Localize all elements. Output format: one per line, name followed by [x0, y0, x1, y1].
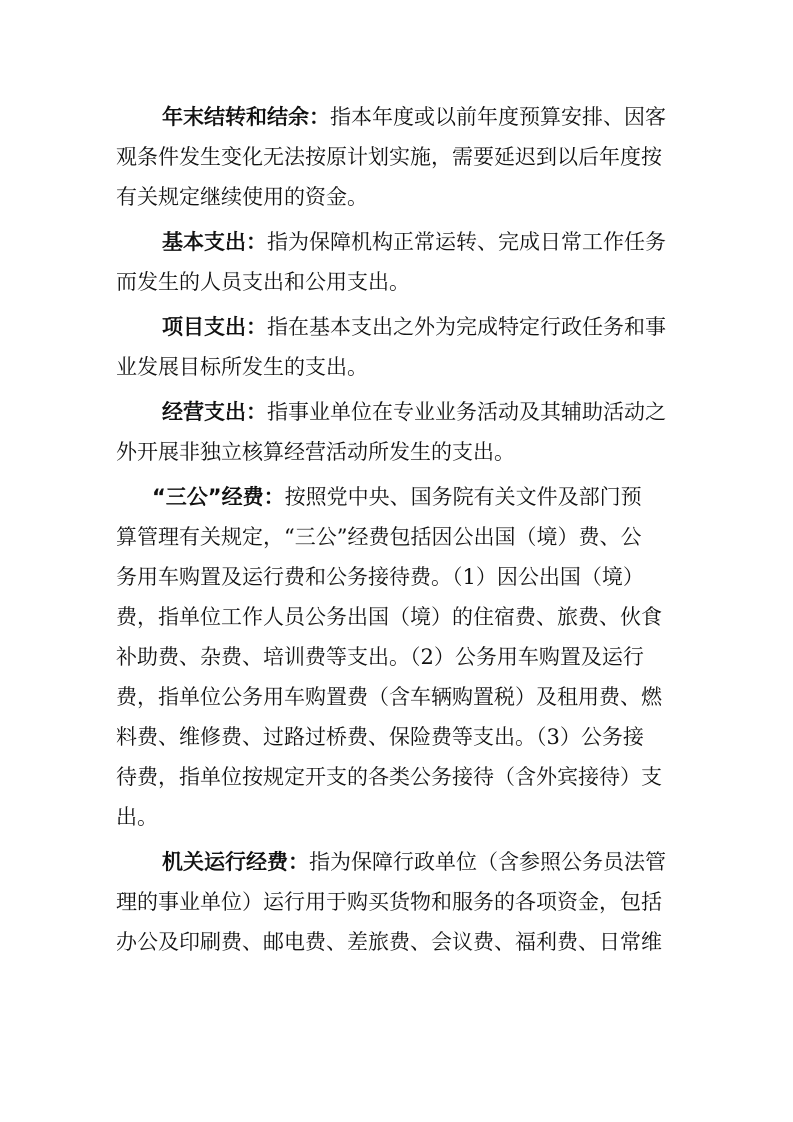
paragraph-text: 指本年度或以前年度预算安排、因客 [330, 105, 666, 129]
paragraph-line: 出。 [116, 805, 158, 829]
paragraph-line: 外开展非独立核算经营活动所发生的支出。 [116, 440, 515, 464]
paragraph-line [152, 480, 642, 514]
paragraph-text: 指在基本支出之外为完成特定行政任务和事 [267, 315, 666, 339]
term-heading: “三公”经费： [152, 485, 285, 509]
paragraph-line: 待费，指单位按规定开支的各类公务接待（含外宾接待）支 [116, 765, 662, 789]
paragraph-line [162, 845, 666, 879]
term-heading: 基本支出： [162, 230, 267, 254]
paragraph-line: 费，指单位公务用车购置费（含车辆购置税）及租用费、燃 [116, 685, 662, 709]
paragraph-line: 业发展目标所发生的支出。 [116, 355, 368, 379]
term-heading: 年末结转和结余： [162, 105, 330, 129]
term-heading: 经营支出： [162, 400, 267, 424]
paragraph-text: 指为保障行政单位（含参照公务员法管 [309, 850, 666, 874]
paragraph-line: 务用车购置及运行费和公务接待费。（1）因公出国（境） [116, 565, 644, 589]
term-heading: 机关运行经费： [162, 850, 309, 874]
paragraph-line: 有关规定继续使用的资金。 [116, 185, 368, 209]
paragraph-line: 理的事业单位）运行用于购买货物和服务的各项资金，包括 [116, 890, 662, 914]
paragraph-line: 算管理有关规定，“三公”经费包括因公出国（境）费、公 [116, 525, 642, 549]
paragraph-line: 料费、维修费、过路过桥费、保险费等支出。（3）公务接 [116, 725, 644, 749]
paragraph-text: 指事业单位在专业业务活动及其辅助活动之 [267, 400, 666, 424]
paragraph-line: 费，指单位工作人员公务出国（境）的住宿费、旅费、伙食 [116, 605, 662, 629]
paragraph-text: 按照党中央、国务院有关文件及部门预 [284, 485, 642, 509]
paragraph-line [162, 395, 666, 429]
term-heading: 项目支出： [162, 315, 267, 339]
paragraph-text: 指为保障机构正常运转、完成日常工作任务 [267, 230, 666, 254]
paragraph-line [162, 310, 666, 344]
paragraph-line [162, 100, 666, 134]
paragraph-line: 补助费、杂费、培训费等支出。（2）公务用车购置及运行 [116, 645, 644, 669]
paragraph-line [162, 225, 666, 259]
paragraph-line: 而发生的人员支出和公用支出。 [116, 270, 410, 294]
paragraph-line: 办公及印刷费、邮电费、差旅费、会议费、福利费、日常维 [116, 930, 662, 954]
paragraph-line: 观条件发生变化无法按原计划实施，需要延迟到以后年度按 [116, 145, 662, 169]
